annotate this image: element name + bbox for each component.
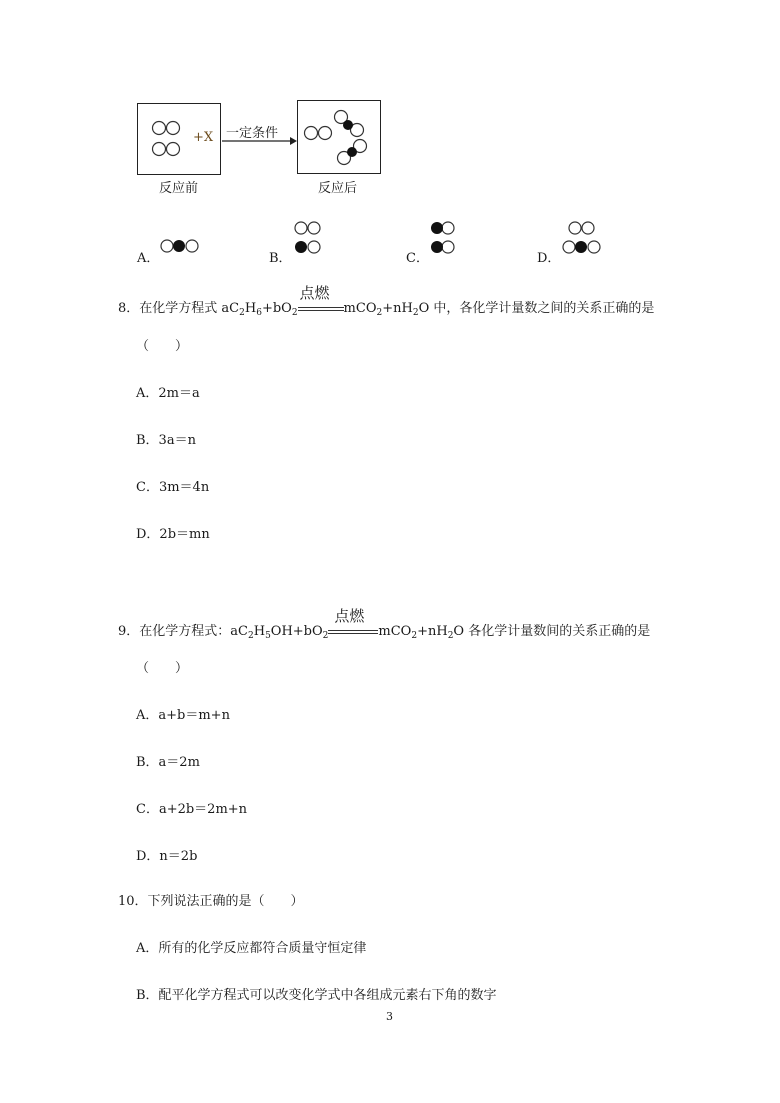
- q8-condition-equals: 点燃: [298, 300, 344, 314]
- q10-option-b: B．配平化学方程式可以改变化学式中各组成元素右下角的数字: [136, 988, 497, 1003]
- reaction-arrow: [222, 136, 298, 146]
- q8-option-b: B．3a＝n: [136, 433, 196, 448]
- arrow-condition-label: 一定条件: [226, 126, 279, 141]
- q7-option-b-molecules: [291, 219, 327, 257]
- q8-stem: 8．在化学方程式 $aC_2H_6+bO_2$ 点燃 $mCO_2+nH_2O$ 中，各化学计量数之间的关系正确的是: [118, 284, 655, 318]
- after-caption: 反应后: [318, 181, 358, 196]
- q9-option-d: D．n＝2b: [136, 849, 198, 864]
- page-number: 3: [386, 1010, 393, 1023]
- q7-option-c-label: C．: [406, 251, 429, 266]
- q9-option-b: B．a＝2m: [136, 755, 200, 770]
- q7-option-a-label: A．: [137, 251, 160, 266]
- q7-option-d-molecules: [561, 219, 605, 257]
- q9-option-a: A．a+b＝m+n: [136, 708, 230, 723]
- reactant-x-label: +X: [193, 130, 214, 145]
- q8-option-a: A．2m＝a: [136, 386, 200, 401]
- q8-option-c: C．3m＝4n: [136, 480, 210, 495]
- q8-paren: （ ）: [136, 339, 189, 354]
- q7-option-c-molecules: [428, 219, 464, 257]
- before-caption: 反应前: [159, 181, 199, 196]
- q9-option-c: C．a+2b＝2m+n: [136, 802, 248, 817]
- q7-option-b-label: B．: [269, 251, 292, 266]
- q9-paren: （ ）: [136, 661, 189, 676]
- q10-stem: 10．下列说法正确的是（ ）: [118, 894, 304, 909]
- q7-option-a-molecule: [160, 238, 200, 254]
- q9-condition-equals: 点燃: [328, 623, 378, 637]
- q7-option-d-label: D．: [537, 251, 561, 266]
- q10-option-a: A．所有的化学反应都符合质量守恒定律: [136, 941, 367, 956]
- after-molecules: [297, 100, 381, 174]
- q8-option-d: D．2b＝mn: [136, 527, 210, 542]
- q9-stem: 9．在化学方程式：$aC_2H_5OH+bO_2$ 点燃 $mCO_2+nH_2O$ 各化学计量数间的关系正确的是: [118, 607, 651, 641]
